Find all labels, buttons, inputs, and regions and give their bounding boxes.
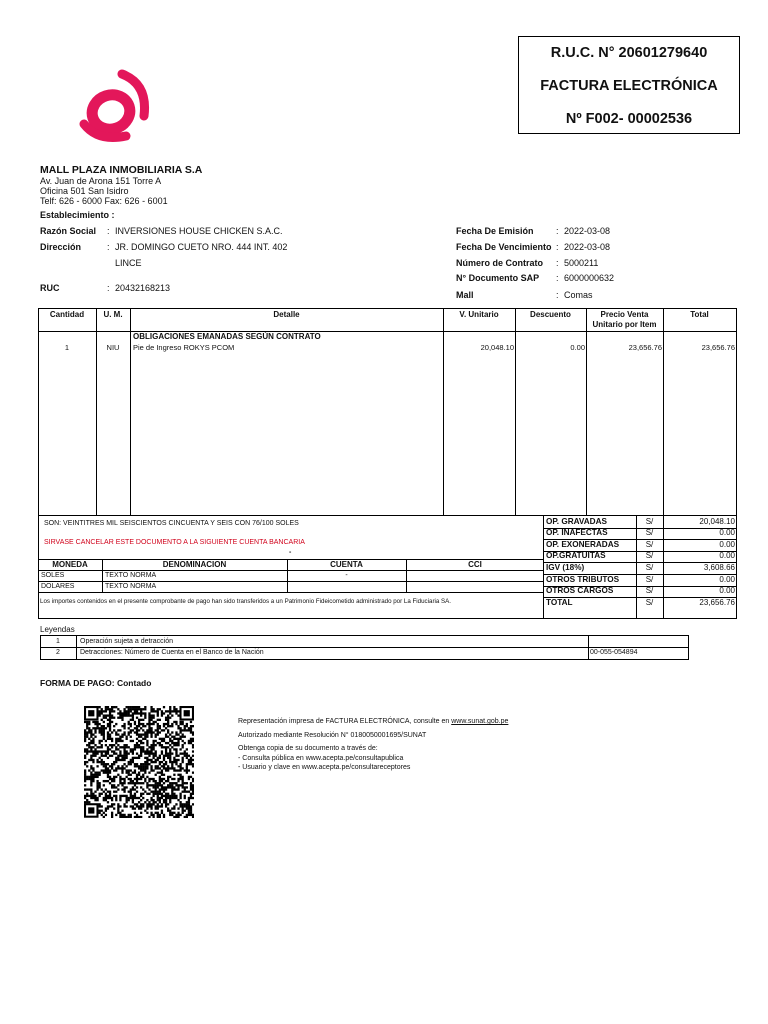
sunat-line-2: Autorizado mediante Resolución N° 0180050001695/SUNAT (238, 732, 427, 739)
bank-header-cuenta: CUENTA (330, 560, 363, 569)
leyendas-title: Leyendas (40, 625, 75, 634)
totals-label: OTROS CARGOS (546, 586, 614, 596)
direccion-value-2: LINCE (115, 258, 142, 268)
totals-label: OP.GRATUITAS (546, 551, 606, 561)
totals-currency: S/ (645, 597, 654, 607)
totals-value: 0.00 (719, 528, 735, 538)
vencimiento-value: 2022-03-08 (564, 242, 611, 252)
totals-value: 0.00 (719, 574, 735, 584)
emision-label: Fecha De Emisión (456, 226, 534, 236)
bank-header-denominacion: DENOMINACION (162, 560, 227, 569)
document-id-box (518, 36, 740, 134)
payment-method: FORMA DE PAGO: Contado (40, 678, 152, 688)
colon: : (107, 283, 110, 293)
trust-note: Los importes contenidos en el presente comprobante de pago han sido transferidos a un Patrimonio Fideicometido administrado por La Fiduciaria SA. (40, 598, 452, 605)
totals-label: TOTAL (546, 597, 573, 607)
cell-detalle: Pie de Ingreso ROKYS PCOM (133, 343, 235, 352)
totals-label: OTROS TRIBUTOS (546, 574, 620, 584)
bank-denominacion: TEXTO NORMA (105, 583, 157, 590)
vencimiento-label: Fecha De Vencimiento (456, 242, 552, 252)
bank-cuenta: - (345, 572, 348, 579)
leyenda-number: 2 (56, 649, 60, 656)
totals-label: OP. INAFECTAS (546, 528, 608, 538)
header-descuento: Descuento (530, 310, 571, 319)
colon: : (556, 242, 559, 252)
totals-currency: S/ (645, 516, 654, 526)
leyenda-text: Detracciones: Número de Cuenta en el Banco de la Nación (80, 649, 264, 656)
mall-value: Comas (564, 290, 593, 300)
header-um: U. M. (103, 310, 123, 319)
totals-label: IGV (18%) (546, 562, 585, 572)
bank-header-cci: CCI (468, 560, 482, 569)
ruc-value: 20432168213 (115, 283, 171, 293)
mall-label: Mall (456, 290, 474, 300)
amount-in-words: SON: VEINTITRES MIL SEISCIENTOS CINCUENTA Y SEIS CON 76/100 SOLES (44, 520, 299, 527)
leyenda-text: Operación sujeta a detracción (80, 638, 173, 645)
cancel-notice: SIRVASE CANCELAR ESTE DOCUMENTO A LA SIGUIENTE CUENTA BANCARIA (44, 539, 305, 546)
totals-value: 0.00 (719, 586, 735, 596)
document-number: Nº F002- 00002536 (565, 111, 693, 127)
direccion-value: JR. DOMINGO CUETO NRO. 444 INT. 402 (115, 242, 288, 252)
direccion-label: Dirección (40, 242, 82, 252)
razon-social-label: Razón Social (40, 226, 97, 236)
ruc-label: RUC (40, 283, 60, 293)
colon: : (556, 273, 559, 283)
document-type: FACTURA ELECTRÓNICA (540, 78, 718, 94)
sunat-line-4: - Consulta pública en www.acepta.pe/consultapublica (238, 755, 404, 762)
header-precio-2: Unitario por Item (592, 320, 657, 329)
sunat-line-1 (238, 718, 508, 725)
cell-vunit: 20,048.10 (480, 343, 514, 352)
header-total: Total (690, 310, 709, 319)
cell-descuento: 0.00 (570, 343, 585, 352)
totals-currency: S/ (645, 586, 654, 596)
totals-value: 23,656.76 (699, 597, 735, 607)
totals-currency: S/ (645, 528, 654, 538)
sunat-link[interactable]: www.sunat.gob.pe (451, 718, 509, 725)
sunat-line-1-text: Representación impresa de FACTURA ELECTRÓNICA, consulte en (238, 718, 452, 725)
totals-label: OP. GRAVADAS (546, 516, 607, 526)
header-precio-1: Precio Venta (600, 310, 649, 319)
mall-plaza-logo (74, 66, 158, 144)
bank-denominacion: TEXTO NORMA (105, 572, 157, 579)
issuer-name: MALL PLAZA INMOBILIARIA S.A (40, 164, 203, 176)
totals-value: 20,048.10 (699, 516, 735, 526)
sunat-line-5: - Usuario y clave en www.acepta.pe/consultareceptores (238, 764, 411, 771)
contrato-value: 5000211 (564, 258, 599, 268)
totals-value: 3,608.66 (703, 562, 735, 572)
issuer-address-1: Av. Juan de Arona 151 Torre A (40, 176, 162, 186)
totals-value: 0.00 (719, 551, 735, 561)
contrato-label: Número de Contrato (456, 258, 544, 268)
colon: : (556, 290, 559, 300)
header-cantidad: Cantidad (49, 310, 85, 319)
totals-value: 0.00 (719, 539, 735, 549)
razon-social-value: INVERSIONES HOUSE CHICKEN S.A.C. (115, 226, 283, 236)
totals-label: OP. EXONERADAS (546, 539, 620, 549)
leyenda-value: 00-055-054894 (590, 649, 638, 656)
leyenda-number: 1 (56, 638, 60, 645)
colon: : (556, 226, 559, 236)
totals-currency: S/ (645, 551, 654, 561)
separator-dot: - (289, 549, 292, 556)
bank-moneda: SOLES (41, 572, 65, 579)
issuer-address-2: Oficina 501 San Isidro (40, 186, 129, 196)
cell-cantidad: 1 (64, 343, 70, 352)
totals-currency: S/ (645, 574, 654, 584)
establecimiento-label: Establecimiento : (40, 210, 115, 220)
colon: : (107, 226, 110, 236)
sap-value: 6000000632 (564, 273, 615, 283)
qr-code (84, 706, 194, 818)
cell-um: NIU (106, 343, 120, 352)
bank-moneda: DOLARES (41, 583, 75, 590)
colon: : (556, 258, 559, 268)
colon: : (107, 242, 110, 252)
sap-label: N° Documento SAP (456, 273, 540, 283)
totals-currency: S/ (645, 562, 654, 572)
header-vunit: V. Unitario (459, 310, 499, 319)
header-detalle: Detalle (273, 310, 300, 319)
sunat-line-3: Obtenga copia de su documento a través de: (238, 745, 378, 752)
cell-precio: 23,656.76 (628, 343, 662, 352)
cell-total: 23,656.76 (701, 343, 735, 352)
bank-header-moneda: MONEDA (52, 560, 88, 569)
issuer-phones: Telf: 626 - 6000 Fax: 626 - 6001 (40, 196, 168, 206)
emision-value: 2022-03-08 (564, 226, 611, 236)
ruc-number: R.U.C. N° 20601279640 (550, 45, 708, 61)
section-title: OBLIGACIONES EMANADAS SEGÚN CONTRATO (133, 332, 321, 341)
totals-currency: S/ (645, 539, 654, 549)
